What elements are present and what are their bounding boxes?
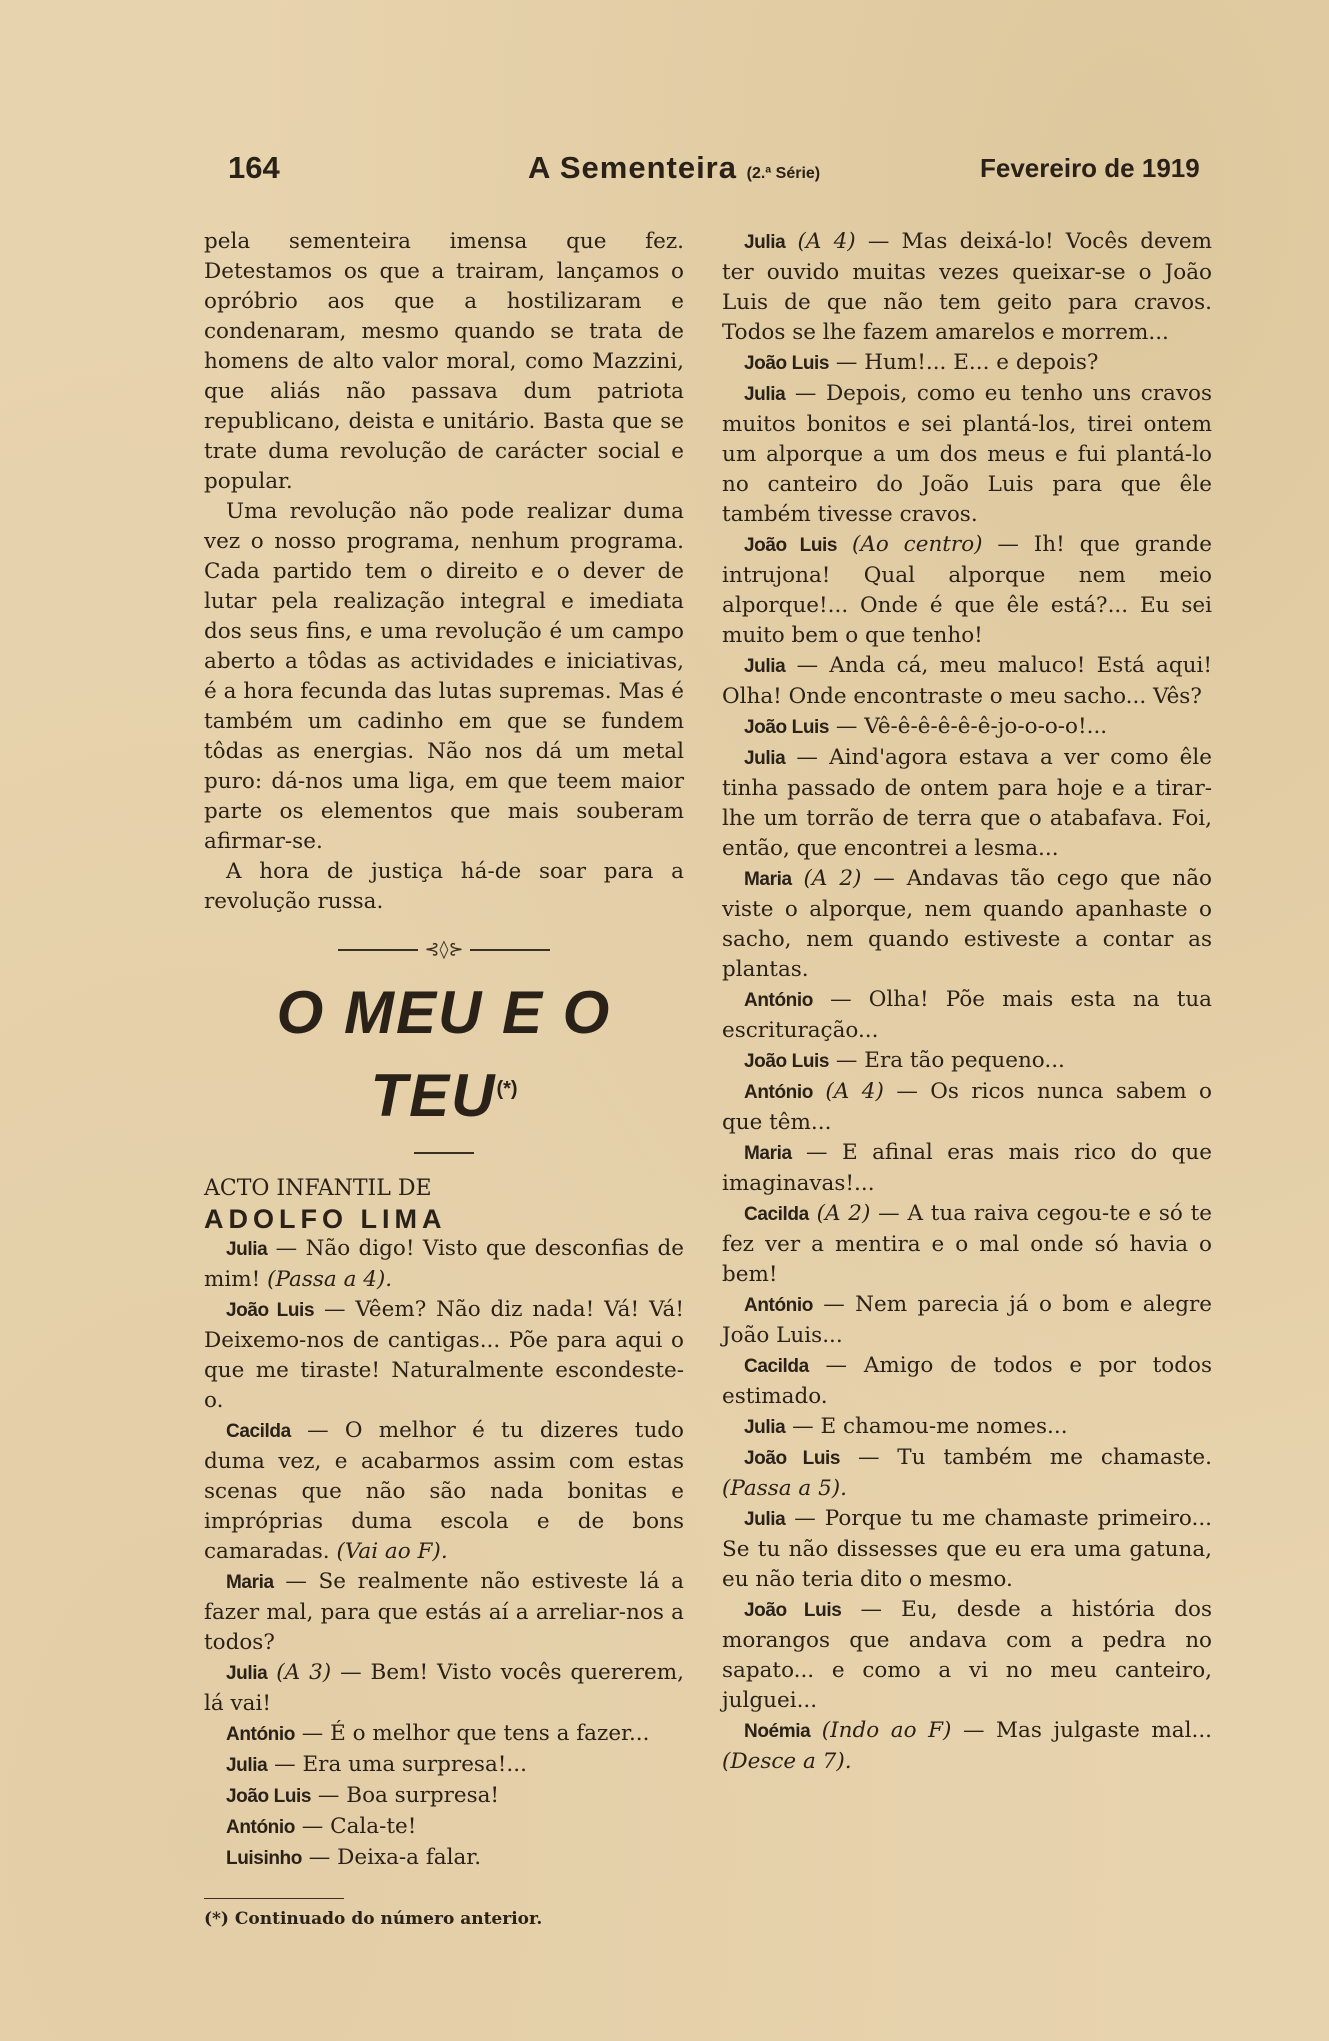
speaker-name: João Luis bbox=[744, 535, 838, 556]
dialogue-text: Olha! Põe mais esta na tua escrituração... bbox=[722, 987, 1213, 1043]
dialogue-text: Hum!... E... e depois? bbox=[864, 350, 1099, 375]
speaker-name: António bbox=[744, 990, 813, 1011]
dialogue-text: Bem! Visto vocês quererem, lá vai! bbox=[204, 1660, 684, 1716]
footnote-marker: (*) bbox=[496, 1078, 518, 1100]
article-paragraph: pela sementeira imensa que fez. Detestamos os que a trairam, lançamos o opróbrio aos que a hostilizaram e condenaram, mesmo quando se trata de homens de alto valor moral, como Mazzini, que aliás não passava dum patriota republicano, deista e unitário. Basta que se trate duma revolução de carácter social e popular. bbox=[204, 229, 684, 494]
dialogue-line: Julia (A 4) — Mas deixá-lo! Vocês devem ter ouvido muitas vezes queixar-se o João Luis de que não tem geito para cravos. Todos se lhe fazem amarelos e morrem... bbox=[722, 229, 1212, 345]
ornament-line bbox=[470, 949, 550, 951]
dialogue-text: Vêem? Não diz nada! Vá! Vá! Deixemo-nos de cantigas... Põe para aqui o que me tiraste! Naturalmente escondeste-o. bbox=[204, 1297, 684, 1413]
dialogue-line: Julia — Depois, como eu tenho uns cravos muitos bonitos e sei plantá-los, tirei ontem um alporque a um dos meus e fui plantá-lo no canteiro do João Luis para que êle também tivesse cravos. bbox=[722, 381, 1213, 527]
dialogue-line: Julia — Não digo! Visto que desconfias de mim! (Passa a 4). bbox=[204, 1236, 684, 1292]
stage-direction: (Ao centro) bbox=[851, 532, 983, 557]
play-title-text: O MEU E O TEU bbox=[276, 979, 612, 1129]
dialogue-line: Cacilda — O melhor é tu dizeres tudo duma vez, e acabarmos assim com estas scenas que não são nada bonitas e impróprias duma escola e de bons camaradas. (Vai ao F). bbox=[204, 1418, 685, 1564]
speaker-name: Maria bbox=[744, 869, 792, 890]
page-header bbox=[0, 150, 1329, 190]
speaker-name: Julia bbox=[226, 1663, 268, 1684]
dialogue-line: Julia — Aind'agora estava a ver como êle tinha passado de ontem para hoje e a tirar-lhe um torrão de terra que o atabafava. Foi, então, que encontrei a lesma... bbox=[722, 745, 1212, 861]
dialogue-text: Boa surpresa! bbox=[346, 1783, 500, 1808]
dialogue-line: António (A 4) — Os ricos nunca sabem o que têm... bbox=[722, 1079, 1212, 1135]
section-ornament bbox=[204, 937, 684, 963]
dialogue-text: Se realmente não estiveste lá a fazer mal, para que estás aí a arreliar-nos a todos? bbox=[204, 1569, 684, 1655]
stage-direction: (Indo ao F) bbox=[821, 1718, 952, 1743]
dialogue-text: E afinal eras mais rico do que imaginavas!... bbox=[722, 1140, 1212, 1196]
speaker-name: Julia bbox=[744, 1417, 786, 1438]
dialogue-text: E chamou-me nomes... bbox=[820, 1414, 1068, 1439]
dialogue-line: Maria — Se realmente não estiveste lá a fazer mal, para que estás aí a arreliar-nos a todos? bbox=[204, 1569, 684, 1655]
dialogue-text: Ih! que grande intrujona! Qual alporque nem meio alporque!... Onde é que êle está?... Eu sei muito bem o que tenho! bbox=[722, 532, 1212, 648]
dialogue-line: Julia — Porque tu me chamaste primeiro... Se tu não dissesses que eu era uma gatuna, eu não teria dito o mesmo. bbox=[722, 1506, 1212, 1592]
speaker-name: Maria bbox=[744, 1143, 792, 1164]
speaker-name: João Luis bbox=[744, 1448, 841, 1469]
article-paragraph: Uma revolução não pode realizar duma vez o nosso programa, nenhum programa. Cada partido tem o direito e o dever de lutar pela realização integral e imediata dos seus fins, e uma revolução é um campo aberto a tôdas as actividades e iniciativas, é a hora fecunda das lutas supremas. Mas é também um cadinho em que se fundem tôdas as energias. Não nos dá um metal puro: dá-nos uma liga, em que teem maior parte os elementos que mais souberam afirmar-se. bbox=[204, 499, 684, 854]
speaker-name: João Luis bbox=[744, 1600, 842, 1621]
dialogue-text: Anda cá, meu maluco! Está aqui! Olha! Onde encontraste o meu sacho... Vês? bbox=[722, 653, 1212, 709]
publication-title bbox=[528, 150, 820, 186]
dialogue-text: Deixa-a falar. bbox=[337, 1845, 482, 1870]
stage-direction: (A 3) bbox=[276, 1660, 332, 1685]
dialogue-text: Era uma surpresa!... bbox=[302, 1752, 527, 1777]
dialogue-text: Depois, como eu tenho uns cravos muitos bonitos e sei plantá-los, tirei ontem um alporque a um dos meus e fui plantá-lo no canteiro do João Luis para que êle também tivesse cravos. bbox=[722, 381, 1213, 527]
speaker-name: Julia bbox=[744, 656, 786, 677]
dialogue-line: Maria — E afinal eras mais rico do que imaginavas!... bbox=[722, 1140, 1212, 1196]
dialogue-text: Amigo de todos e por todos estimado. bbox=[722, 1353, 1212, 1409]
speaker-name: Noémia bbox=[744, 1721, 811, 1742]
dialogue-line: João Luis — Vêem? Não diz nada! Vá! Vá! Deixemo-nos de cantigas... Põe para aqui o que me tiraste! Naturalmente escondeste-o. bbox=[204, 1297, 684, 1413]
dialogue-line: António — Olha! Põe mais esta na tua escrituração... bbox=[722, 987, 1213, 1043]
publication-date: Fevereiro de 1919 bbox=[980, 153, 1200, 183]
dialogue-line: Maria (A 2) — Andavas tão cego que não viste o alporque, nem quando apanhaste o sacho, nem quando estiveste a contar as plantas. bbox=[722, 866, 1212, 982]
footnote: (*) Continuado do número anterior. bbox=[204, 1909, 543, 1929]
dialogue-text: Andavas tão cego que não viste o alporque, nem quando apanhaste o sacho, nem quando estiveste a contar as plantas. bbox=[722, 866, 1212, 982]
speaker-name: Julia bbox=[226, 1755, 268, 1776]
title-divider bbox=[414, 1152, 474, 1154]
speaker-name: Julia bbox=[744, 384, 786, 405]
speaker-name: Cacilda bbox=[744, 1204, 809, 1225]
dialogue-text: Não digo! Visto que desconfias de mim! bbox=[204, 1236, 684, 1292]
dialogue-text: É o melhor que tens a fazer... bbox=[330, 1721, 650, 1746]
dialogue-line: Luisinho — Deixa-a falar. bbox=[226, 1845, 482, 1870]
stage-direction: (A 4) bbox=[825, 1079, 884, 1104]
speaker-name: António bbox=[744, 1082, 813, 1103]
speaker-name: Luisinho bbox=[226, 1848, 302, 1869]
speaker-name: Julia bbox=[744, 748, 786, 769]
speaker-name: Julia bbox=[744, 232, 786, 253]
dialogue-line: Noémia (Indo ao F) — Mas julgaste mal... (Desce a 7). bbox=[722, 1718, 1212, 1774]
speaker-name: João Luis bbox=[744, 353, 830, 374]
stage-direction: (A 2) bbox=[803, 866, 862, 891]
dialogue-text: Porque tu me chamaste primeiro... Se tu não dissesses que eu era uma gatuna, eu não teria dito o mesmo. bbox=[722, 1506, 1212, 1592]
dialogue-line: João Luis — Era tão pequeno... bbox=[744, 1048, 1065, 1073]
dialogue-line: Julia (A 3) — Bem! Visto vocês quererem, lá vai! bbox=[204, 1660, 684, 1716]
dialogue-line: Julia — Anda cá, meu maluco! Está aqui! Olha! Onde encontraste o meu sacho... Vês? bbox=[722, 653, 1212, 709]
speaker-name: António bbox=[226, 1817, 295, 1838]
speaker-name: Maria bbox=[226, 1572, 274, 1593]
speaker-name: António bbox=[226, 1724, 295, 1745]
dialogue-text: A tua raiva cegou-te e só te fez ver a mentira e o mal onde só havia o bem! bbox=[722, 1201, 1212, 1287]
dialogue-line: João Luis — Hum!... E... e depois? bbox=[744, 350, 1099, 375]
speaker-name: Cacilda bbox=[226, 1421, 291, 1442]
dialogue-text: Era tão pequeno... bbox=[864, 1048, 1065, 1073]
dialogue-line: João Luis — Eu, desde a história dos morangos que andava com a pedra no sapato... e como a vi no meu canteiro, julguei... bbox=[722, 1597, 1212, 1713]
ornament-glyph: ⊰◊⊱ bbox=[424, 939, 464, 960]
speaker-name: João Luis bbox=[226, 1300, 315, 1321]
speaker-name: João Luis bbox=[744, 717, 830, 738]
publication-name: A Sementeira bbox=[528, 150, 737, 185]
dialogue-text: Mas julgaste mal... bbox=[996, 1718, 1212, 1743]
dialogue-line: João Luis — Vê-ê-ê-ê-ê-ê-jo-o-o-o!... bbox=[744, 714, 1108, 739]
dialogue-line: António — É o melhor que tens a fazer... bbox=[226, 1721, 650, 1746]
dialogue-text: Cala-te! bbox=[330, 1814, 417, 1839]
dialogue-text: O melhor é tu dizeres tudo duma vez, e acabarmos assim com estas scenas que não são nada bonitas e impróprias duma escola e de bons camaradas. bbox=[204, 1418, 685, 1564]
speaker-name: João Luis bbox=[226, 1786, 312, 1807]
dialogue-text: Mas deixá-lo! Vocês devem ter ouvido muitas vezes queixar-se o João Luis de que não tem geito para cravos. Todos se lhe fazem amarelos e morrem... bbox=[722, 229, 1212, 345]
stage-direction: (A 2) bbox=[816, 1201, 871, 1226]
speaker-name: Julia bbox=[226, 1239, 268, 1260]
stage-direction: (Desce a 7). bbox=[722, 1749, 852, 1774]
play-subtitle: ACTO INFANTIL DE bbox=[204, 1176, 432, 1201]
stage-direction: (Passa a 5). bbox=[722, 1476, 847, 1501]
speaker-name: António bbox=[744, 1295, 813, 1316]
article-paragraph: A hora de justiça há-de soar para a revolução russa. bbox=[204, 859, 684, 914]
dialogue-block bbox=[204, 1234, 684, 1874]
dialogue-text: Os ricos nunca sabem o que têm... bbox=[722, 1079, 1212, 1135]
footnote-divider bbox=[204, 1898, 344, 1899]
publication-series: (2.ª Série) bbox=[746, 165, 821, 182]
dialogue-text: Tu também me chamaste. bbox=[897, 1445, 1212, 1470]
dialogue-block bbox=[722, 227, 1212, 1777]
right-column bbox=[722, 227, 1212, 1777]
left-column bbox=[204, 227, 684, 1931]
play-author: ADOLFO LIMA bbox=[204, 1204, 447, 1234]
speaker-name: João Luis bbox=[744, 1051, 830, 1072]
dialogue-text: Eu, desde a história dos morangos que andava com a pedra no sapato... e como a vi no meu canteiro, julguei... bbox=[722, 1597, 1212, 1713]
stage-direction: (A 4) bbox=[797, 229, 856, 254]
dialogue-line: António — Cala-te! bbox=[226, 1814, 417, 1839]
speaker-name: Julia bbox=[744, 1509, 786, 1530]
play-title bbox=[204, 975, 684, 1134]
dialogue-line: João Luis (Ao centro) — Ih! que grande intrujona! Qual alporque nem meio alporque!... Onde é que êle está?... Eu sei muito bem o que tenho! bbox=[722, 532, 1212, 648]
dialogue-line: Cacilda (A 2) — A tua raiva cegou-te e só te fez ver a mentira e o mal onde só havia o bem! bbox=[722, 1201, 1212, 1287]
dialogue-line: Cacilda — Amigo de todos e por todos estimado. bbox=[722, 1353, 1212, 1409]
stage-direction: (Vai ao F). bbox=[336, 1539, 448, 1564]
speaker-name: Cacilda bbox=[744, 1356, 809, 1377]
dialogue-line: António — Nem parecia já o bom e alegre João Luis... bbox=[722, 1292, 1212, 1348]
page-number: 164 bbox=[228, 150, 280, 185]
dialogue-line: João Luis — Boa surpresa! bbox=[226, 1783, 500, 1808]
dialogue-line: Julia — E chamou-me nomes... bbox=[744, 1414, 1068, 1439]
dialogue-text: Vê-ê-ê-ê-ê-ê-jo-o-o-o!... bbox=[864, 714, 1108, 739]
stage-direction: (Passa a 4). bbox=[267, 1267, 393, 1292]
dialogue-text: Aind'agora estava a ver como êle tinha passado de ontem para hoje e a tirar-lhe um torrão de terra que o atabafava. Foi, então, que encontrei a lesma... bbox=[722, 745, 1212, 861]
dialogue-line: João Luis — Tu também me chamaste. (Passa a 5). bbox=[722, 1445, 1212, 1501]
dialogue-line: Julia — Era uma surpresa!... bbox=[226, 1752, 527, 1777]
ornament-line bbox=[338, 949, 418, 951]
dialogue-text: Nem parecia já o bom e alegre João Luis... bbox=[722, 1292, 1212, 1348]
